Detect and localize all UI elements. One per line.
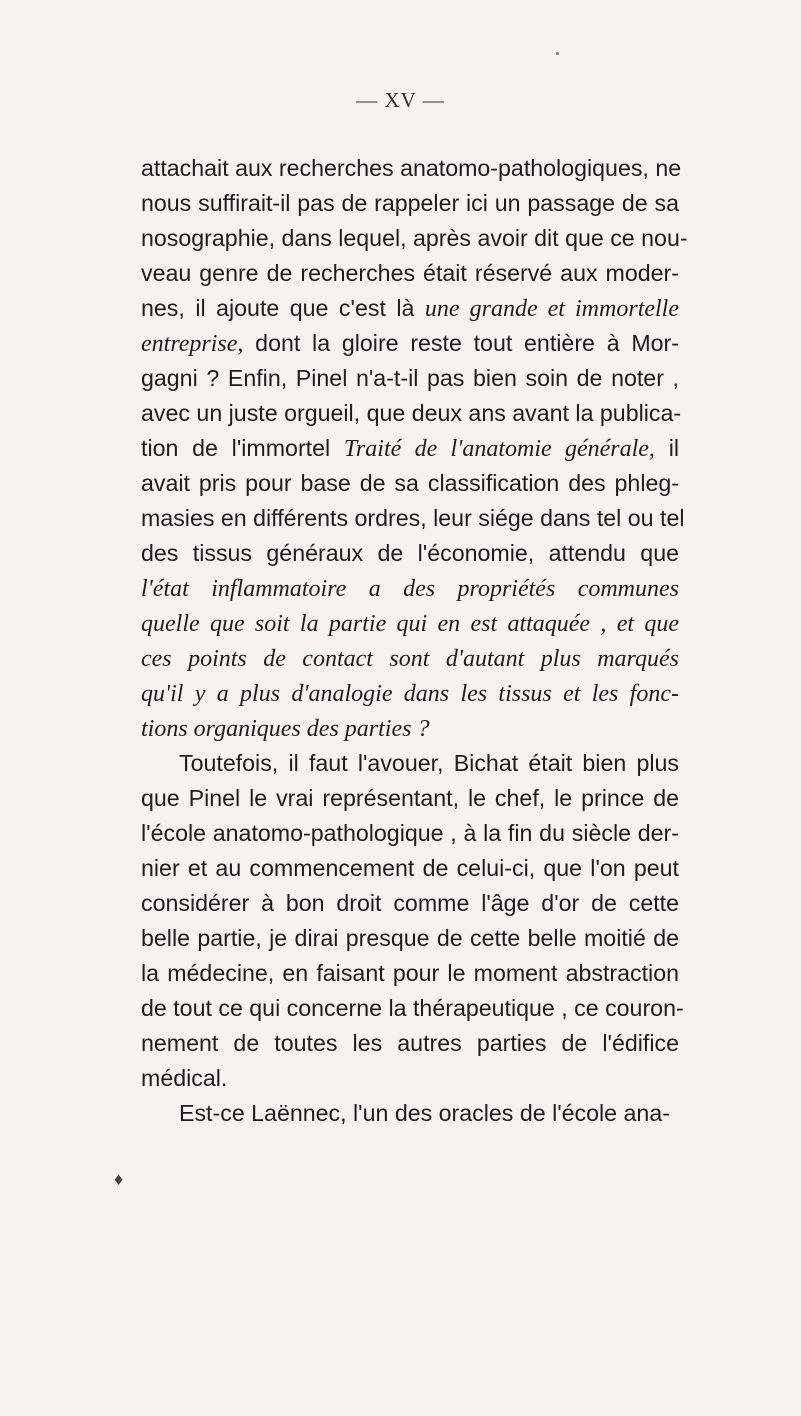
text-segment: veau genre de recherches était réservé aux moder- <box>141 260 679 286</box>
text-segment: nosographie, dans lequel, après avoir dit que ce nou- <box>141 225 688 251</box>
text-segment: nement de toutes les autres parties de l'édifice <box>141 1030 679 1056</box>
body-text <box>141 151 688 1131</box>
text-line <box>141 606 679 641</box>
text-segment: de tout ce qui concerne la thérapeutique , ce couron- <box>141 995 684 1021</box>
text-segment: l'école anatomo-pathologique , à la fin du siècle der- <box>141 820 679 846</box>
text-segment: considérer à bon droit comme l'âge d'or de cette <box>141 890 679 916</box>
text-line <box>141 431 679 466</box>
text-line <box>141 536 679 571</box>
text-line <box>141 256 679 291</box>
text-line <box>141 501 685 536</box>
text-segment: il <box>654 435 679 461</box>
text-line <box>141 746 679 781</box>
text-segment: nier et au commencement de celui-ci, que l'on peut <box>141 855 679 881</box>
text-line <box>141 991 684 1026</box>
text-line <box>141 1026 679 1061</box>
italic-segment: tions organiques des parties ? <box>141 716 430 742</box>
text-line <box>141 1061 679 1096</box>
text-segment: médical. <box>141 1065 228 1091</box>
italic-segment: Traité de l'anatomie générale, <box>343 436 655 462</box>
ink-speck <box>556 52 559 55</box>
text-line <box>141 956 679 991</box>
text-segment: avec un juste orgueil, que deux ans avant la publica- <box>141 400 682 426</box>
text-line <box>141 151 682 186</box>
text-segment: nes, il ajoute que c'est là <box>141 295 425 321</box>
italic-segment: entreprise, <box>141 331 244 357</box>
text-line <box>141 886 679 921</box>
text-segment: nous suffirait-il pas de rappeler ici un passage de sa <box>141 190 679 216</box>
text-line <box>141 711 679 746</box>
page-number-header: — XV — <box>356 88 445 112</box>
text-line <box>141 326 679 361</box>
text-segment: gagni ? Enfin, Pinel n'a-t-il pas bien soin de noter , <box>141 365 679 391</box>
text-line <box>141 396 682 431</box>
text-segment: avait pris pour base de sa classification des phleg- <box>141 470 679 496</box>
italic-segment: quelle que soit la partie qui en est attaquée , et que <box>141 611 679 637</box>
text-segment: que Pinel le vrai représentant, le chef, le prince de <box>141 785 679 811</box>
text-segment: dont la gloire reste tout entière à Mor- <box>243 330 679 356</box>
text-segment: attachait aux recherches anatomo-pathologiques, ne <box>141 155 682 181</box>
italic-segment: une grande et immortelle <box>424 296 679 322</box>
text-line <box>141 571 679 606</box>
text-segment: Est-ce Laënnec, l'un des oracles de l'école ana- <box>179 1100 670 1126</box>
text-line <box>141 466 679 501</box>
text-segment: la médecine, en faisant pour le moment abstraction <box>141 960 679 986</box>
text-line <box>141 781 679 816</box>
text-line <box>141 816 679 851</box>
text-line <box>141 851 679 886</box>
text-line <box>141 676 679 711</box>
text-line <box>141 291 679 326</box>
margin-mark: ♦ <box>114 1169 124 1189</box>
italic-segment: ces points de contact sont d'autant plus marqués <box>141 646 679 672</box>
text-line <box>141 921 679 956</box>
text-segment: Toutefois, il faut l'avouer, Bichat était bien plus <box>179 750 679 776</box>
text-segment: des tissus généraux de l'économie, attendu que <box>141 540 679 566</box>
text-segment: belle partie, je dirai presque de cette belle moitié de <box>141 925 679 951</box>
text-segment: masies en différents ordres, leur siége dans tel ou tel <box>141 505 685 531</box>
italic-segment: l'état inflammatoire a des propriétés communes <box>141 576 679 602</box>
text-line <box>141 221 688 256</box>
text-line <box>141 186 679 221</box>
text-line <box>141 641 679 676</box>
text-segment: tion de l'immortel <box>141 435 344 461</box>
italic-segment: qu'il y a plus d'analogie dans les tissus et les fonc- <box>141 681 679 707</box>
text-line <box>141 1096 679 1131</box>
text-line <box>141 361 679 396</box>
